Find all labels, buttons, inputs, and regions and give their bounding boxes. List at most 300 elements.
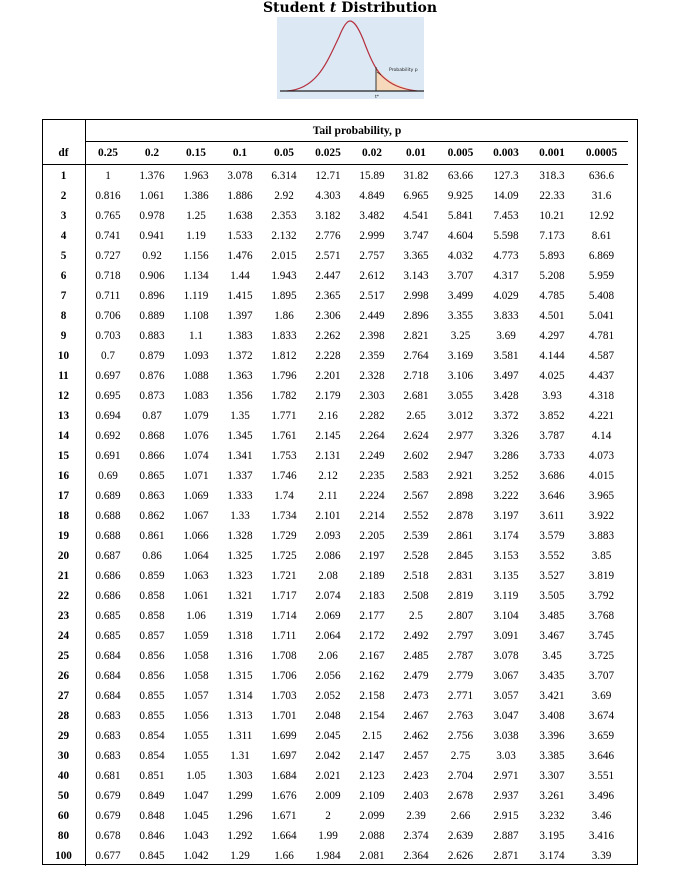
df-cell: 9 (42, 326, 86, 346)
value-cell: 0.857 (139, 630, 165, 642)
value-cell: 2.776 (315, 230, 341, 242)
value-cell: 2.132 (271, 230, 297, 242)
value-cell: 2.154 (359, 710, 385, 722)
value-cell: 2.048 (315, 710, 341, 722)
value-cell: 4.073 (588, 450, 615, 462)
value-cell: 2.462 (403, 730, 429, 742)
df-cell: 23 (42, 606, 86, 626)
value-cell: 0.684 (95, 690, 121, 702)
value-cell: 1.533 (227, 230, 253, 242)
value-cell: 3.485 (539, 610, 565, 622)
value-cell: 12.92 (588, 210, 615, 222)
value-cell: 0.863 (139, 490, 165, 502)
table-row (42, 486, 628, 506)
value-cell: 1.337 (227, 470, 253, 482)
value-cell: 1.316 (227, 650, 253, 662)
value-cell: 1.386 (183, 190, 209, 202)
value-cell: 2.681 (403, 390, 429, 402)
df-cell: 5 (42, 246, 86, 266)
value-cell: 1.383 (227, 330, 253, 342)
value-cell: 1.943 (271, 270, 297, 282)
value-cell: 0.684 (95, 670, 121, 682)
t-table (42, 119, 628, 866)
value-cell: 3.396 (539, 730, 565, 742)
df-cell: 11 (42, 366, 86, 386)
table-row (42, 326, 628, 346)
value-cell: 2.678 (447, 790, 474, 802)
value-cell: 9.925 (447, 190, 474, 202)
value-cell: 3.174 (493, 530, 519, 542)
distribution-figure (277, 17, 424, 99)
value-cell: 0.883 (139, 330, 165, 342)
value-cell: 3.25 (450, 330, 471, 342)
value-cell: 1.782 (271, 390, 297, 402)
value-cell: 1.812 (271, 350, 297, 362)
value-cell: 2.045 (315, 730, 341, 742)
table-row (42, 246, 628, 266)
value-cell: 1.042 (183, 850, 209, 862)
value-cell: 1.984 (315, 850, 341, 862)
value-cell: 1.895 (271, 290, 297, 302)
value-cell: 0.86 (142, 550, 162, 562)
t-distribution-plot (277, 17, 424, 99)
value-cell: 1.088 (183, 370, 209, 382)
value-cell: 2.898 (447, 490, 474, 502)
value-cell: 3.435 (539, 670, 565, 682)
value-cell: 0.686 (95, 570, 121, 582)
value-cell: 2.145 (315, 430, 341, 442)
value-cell: 3.408 (539, 710, 565, 722)
value-cell: 2.887 (493, 830, 519, 842)
value-cell: 0.688 (95, 510, 121, 522)
value-cell: 2.756 (447, 730, 474, 742)
value-cell: 2.771 (447, 690, 474, 702)
value-cell: 0.854 (139, 730, 165, 742)
table-row (42, 726, 628, 746)
value-cell: 0.69 (98, 470, 118, 482)
value-cell: 1.638 (227, 210, 253, 222)
value-cell: 3.252 (493, 470, 519, 482)
value-cell: 4.437 (588, 370, 615, 382)
value-cell: 0.677 (95, 850, 121, 862)
table-row (42, 526, 628, 546)
value-cell: 2.787 (447, 650, 474, 662)
df-cell: 14 (42, 426, 86, 446)
value-cell: 2.624 (403, 430, 429, 442)
value-cell: 2.807 (447, 610, 474, 622)
df-cell: 2 (42, 186, 86, 206)
value-cell: 3.467 (539, 630, 565, 642)
value-cell: 3.197 (493, 510, 519, 522)
table-row (42, 806, 628, 826)
corner-cell (42, 120, 86, 142)
value-cell: 1.886 (227, 190, 253, 202)
value-cell: 4.501 (539, 310, 565, 322)
value-cell: 3.93 (542, 390, 562, 402)
value-cell: 0.87 (142, 410, 162, 422)
value-cell: 0.906 (139, 270, 165, 282)
value-cell: 1.796 (271, 370, 297, 382)
value-cell: 5.598 (493, 230, 519, 242)
value-cell: 3.965 (588, 490, 615, 502)
value-cell: 1.06 (186, 610, 206, 622)
value-cell: 1 (105, 170, 111, 182)
value-cell: 3.69 (496, 330, 516, 342)
value-cell: 2.306 (315, 310, 341, 322)
column-header: 0.2 (130, 142, 174, 165)
value-cell: 1.31 (230, 750, 250, 762)
value-cell: 2.763 (447, 710, 474, 722)
value-cell: 1.376 (139, 170, 165, 182)
value-cell: 5.893 (539, 250, 565, 262)
value-cell: 0.678 (95, 830, 121, 842)
value-cell: 1.341 (227, 450, 253, 462)
value-cell: 3.03 (496, 750, 516, 762)
df-cell: 26 (42, 666, 86, 686)
column-header: 0.1 (218, 142, 262, 165)
value-cell: 2.797 (447, 630, 474, 642)
value-cell: 2.449 (359, 310, 385, 322)
value-cell: 2 (325, 810, 331, 822)
value-cell: 3.365 (403, 250, 429, 262)
value-cell: 2.612 (359, 270, 385, 282)
table-row (42, 626, 628, 646)
value-cell: 0.684 (95, 650, 121, 662)
value-cell: 2.508 (403, 590, 429, 602)
value-cell: 3.69 (591, 690, 612, 702)
value-cell: 2.11 (318, 490, 338, 502)
value-cell: 2.999 (359, 230, 385, 242)
value-cell: 1.043 (183, 830, 209, 842)
value-cell: 2.179 (315, 390, 341, 402)
probability-label: Probability p (389, 68, 418, 73)
df-cell: 20 (42, 546, 86, 566)
value-cell: 2.467 (403, 710, 429, 722)
value-cell: 0.861 (139, 530, 165, 542)
value-cell: 0.695 (95, 390, 121, 402)
value-cell: 1.057 (183, 690, 209, 702)
value-cell: 14.09 (493, 190, 519, 202)
value-cell: 2.485 (403, 650, 429, 662)
value-cell: 3.182 (315, 210, 341, 222)
value-cell: 0.896 (139, 290, 165, 302)
value-cell: 2.457 (403, 750, 429, 762)
value-cell: 1.99 (318, 830, 338, 842)
value-cell: 1.069 (183, 490, 209, 502)
value-cell: 2.052 (315, 690, 341, 702)
value-cell: 2.878 (447, 510, 474, 522)
value-cell: 1.25 (186, 210, 206, 222)
value-cell: 2.403 (403, 790, 429, 802)
value-cell: 0.845 (139, 850, 165, 862)
value-cell: 3.482 (359, 210, 385, 222)
value-cell: 2.998 (403, 290, 429, 302)
value-cell: 1.963 (183, 170, 209, 182)
value-cell: 3.922 (588, 510, 615, 522)
df-cell: 27 (42, 686, 86, 706)
df-cell: 6 (42, 266, 86, 286)
value-cell: 2.328 (359, 370, 385, 382)
value-cell: 3.85 (591, 550, 612, 562)
value-cell: 2.364 (403, 850, 429, 862)
value-cell: 3.833 (493, 310, 519, 322)
value-cell: 4.785 (539, 290, 565, 302)
value-cell: 10.21 (539, 210, 565, 222)
value-cell: 1.415 (227, 290, 253, 302)
df-cell: 3 (42, 206, 86, 226)
value-cell: 1.708 (271, 650, 297, 662)
value-cell: 1.703 (271, 690, 297, 702)
df-cell: 50 (42, 786, 86, 806)
value-cell: 1.771 (271, 410, 297, 422)
column-header: 0.25 (86, 142, 131, 165)
value-cell: 2.12 (318, 470, 338, 482)
value-cell: 3.745 (588, 630, 615, 642)
value-cell: 2.447 (315, 270, 341, 282)
value-cell: 2.147 (359, 750, 385, 762)
value-cell: 0.685 (95, 630, 121, 642)
value-cell: 0.873 (139, 390, 165, 402)
value-cell: 2.65 (406, 410, 426, 422)
value-cell: 2.021 (315, 770, 341, 782)
value-cell: 2.167 (359, 650, 385, 662)
value-cell: 3.416 (588, 830, 615, 842)
value-cell: 22.33 (539, 190, 565, 202)
value-cell: 2.235 (359, 470, 385, 482)
value-cell: 2.264 (359, 430, 385, 442)
table-row (42, 586, 628, 606)
value-cell: 1.299 (227, 790, 253, 802)
value-cell: 0.858 (139, 590, 165, 602)
value-cell: 2.015 (271, 250, 297, 262)
value-cell: 1.725 (271, 550, 297, 562)
value-cell: 0.727 (95, 250, 121, 262)
value-cell: 3.055 (447, 390, 474, 402)
table-row (42, 266, 628, 286)
value-cell: 7.173 (539, 230, 565, 242)
value-cell: 2.042 (315, 750, 341, 762)
value-cell: 8.61 (591, 230, 612, 242)
value-cell: 0.855 (139, 690, 165, 702)
value-cell: 31.82 (403, 170, 429, 182)
value-cell: 3.883 (588, 530, 615, 542)
value-cell: 3.119 (493, 590, 519, 602)
value-cell: 1.699 (271, 730, 297, 742)
value-cell: 2.183 (359, 590, 385, 602)
df-cell: 25 (42, 646, 86, 666)
value-cell: 2.845 (447, 550, 474, 562)
value-cell: 3.733 (539, 450, 565, 462)
value-cell: 3.527 (539, 570, 565, 582)
value-cell: 3.646 (539, 490, 565, 502)
value-cell: 1.29 (230, 850, 250, 862)
table-row (42, 786, 628, 806)
value-cell: 3.46 (591, 810, 612, 822)
value-cell: 3.45 (542, 650, 562, 662)
value-cell: 1.055 (183, 750, 209, 762)
value-cell: 1.714 (271, 610, 297, 622)
value-cell: 0.849 (139, 790, 165, 802)
value-cell: 2.819 (447, 590, 474, 602)
value-cell: 2.177 (359, 610, 385, 622)
value-cell: 1.684 (271, 770, 297, 782)
value-cell: 0.858 (139, 610, 165, 622)
value-cell: 2.101 (315, 510, 341, 522)
value-cell: 2.821 (403, 330, 429, 342)
df-cell: 16 (42, 466, 86, 486)
value-cell: 2.197 (359, 550, 385, 562)
table-row (42, 346, 628, 366)
value-cell: 3.067 (493, 670, 519, 682)
value-cell: 2.552 (403, 510, 429, 522)
value-cell: 1.296 (227, 810, 253, 822)
value-cell: 1.734 (271, 510, 297, 522)
value-cell: 3.104 (493, 610, 519, 622)
value-cell: 0.688 (95, 530, 121, 542)
table-row (42, 446, 628, 466)
value-cell: 1.1 (189, 330, 203, 342)
table-row (42, 386, 628, 406)
value-cell: 2.92 (274, 190, 294, 202)
value-cell: 0.741 (95, 230, 121, 242)
value-cell: 0.694 (95, 410, 121, 422)
value-cell: 4.025 (539, 370, 565, 382)
df-cell: 100 (42, 846, 86, 866)
value-cell: 0.978 (139, 210, 165, 222)
value-cell: 0.683 (95, 750, 121, 762)
value-cell: 0.718 (95, 270, 121, 282)
value-cell: 2.571 (315, 250, 341, 262)
value-cell: 2.947 (447, 450, 474, 462)
value-cell: 3.552 (539, 550, 565, 562)
value-cell: 2.189 (359, 570, 385, 582)
value-cell: 2.398 (359, 330, 385, 342)
value-cell: 1.314 (227, 690, 253, 702)
value-cell: 1.676 (271, 790, 297, 802)
value-cell: 2.5 (409, 610, 423, 622)
value-cell: 7.453 (493, 210, 519, 222)
value-cell: 1.833 (271, 330, 297, 342)
value-cell: 1.33 (230, 510, 250, 522)
value-cell: 1.729 (271, 530, 297, 542)
value-cell: 1.047 (183, 790, 209, 802)
value-cell: 2.088 (359, 830, 385, 842)
value-cell: 0.683 (95, 710, 121, 722)
value-cell: 1.313 (227, 710, 253, 722)
value-cell: 2.201 (315, 370, 341, 382)
value-cell: 0.703 (95, 330, 121, 342)
value-cell: 0.686 (95, 590, 121, 602)
value-cell: 3.611 (539, 510, 565, 522)
value-cell: 1.664 (271, 830, 297, 842)
value-cell: 3.286 (493, 450, 519, 462)
value-cell: 3.499 (447, 290, 474, 302)
value-cell: 3.707 (447, 270, 474, 282)
value-cell: 2.15 (362, 730, 382, 742)
value-cell: 0.856 (139, 670, 165, 682)
value-cell: 3.707 (588, 670, 615, 682)
column-header: 0.0005 (575, 142, 628, 165)
value-cell: 3.135 (493, 570, 519, 582)
table-row (42, 206, 628, 226)
value-cell: 3.078 (493, 650, 519, 662)
df-cell: 60 (42, 806, 86, 826)
value-cell: 1.108 (183, 310, 209, 322)
df-cell: 80 (42, 826, 86, 846)
value-cell: 0.681 (95, 770, 121, 782)
value-cell: 2.158 (359, 690, 385, 702)
value-cell: 1.356 (227, 390, 253, 402)
table-row (42, 686, 628, 706)
value-cell: 1.058 (183, 670, 209, 682)
value-cell: 3.038 (493, 730, 519, 742)
value-cell: 3.787 (539, 430, 565, 442)
value-cell: 1.093 (183, 350, 209, 362)
value-cell: 2.081 (359, 850, 385, 862)
value-cell: 2.228 (315, 350, 341, 362)
table-body (42, 165, 628, 867)
table-row (42, 306, 628, 326)
value-cell: 2.75 (450, 750, 471, 762)
value-cell: 1.303 (227, 770, 253, 782)
value-cell: 0.876 (139, 370, 165, 382)
table-row (42, 366, 628, 386)
value-cell: 4.14 (591, 430, 612, 442)
value-cell: 2.583 (403, 470, 429, 482)
value-cell: 3.174 (539, 850, 565, 862)
value-cell: 5.208 (539, 270, 565, 282)
value-cell: 1.44 (230, 270, 250, 282)
value-cell: 0.854 (139, 750, 165, 762)
value-cell: 4.317 (493, 270, 519, 282)
value-cell: 2.303 (359, 390, 385, 402)
df-cell: 1 (42, 165, 86, 187)
value-cell: 3.047 (493, 710, 519, 722)
value-cell: 1.753 (271, 450, 297, 462)
value-cell: 3.581 (493, 350, 519, 362)
value-cell: 2.915 (493, 810, 519, 822)
value-cell: 1.076 (183, 430, 209, 442)
column-header: 0.02 (350, 142, 394, 165)
value-cell: 2.779 (447, 670, 474, 682)
value-cell: 5.408 (588, 290, 615, 302)
value-cell: 3.012 (447, 410, 474, 422)
value-cell: 3.091 (493, 630, 519, 642)
value-cell: 4.015 (588, 470, 615, 482)
df-cell: 8 (42, 306, 86, 326)
value-cell: 3.421 (539, 690, 565, 702)
value-cell: 3.747 (403, 230, 429, 242)
value-cell: 0.889 (139, 310, 165, 322)
value-cell: 2.056 (315, 670, 341, 682)
value-cell: 2.08 (318, 570, 338, 582)
column-header: 0.003 (483, 142, 529, 165)
value-cell: 1.318 (227, 630, 253, 642)
column-header-row (42, 142, 628, 165)
value-cell: 3.819 (588, 570, 615, 582)
value-cell: 2.359 (359, 350, 385, 362)
value-cell: 1.372 (227, 350, 253, 362)
value-cell: 4.781 (588, 330, 615, 342)
value-cell: 2.473 (403, 690, 429, 702)
df-cell: 10 (42, 346, 86, 366)
value-cell: 0.846 (139, 830, 165, 842)
value-cell: 1.671 (271, 810, 297, 822)
value-cell: 3.355 (447, 310, 474, 322)
value-cell: 0.679 (95, 790, 121, 802)
table-row (42, 406, 628, 426)
value-cell: 2.365 (315, 290, 341, 302)
